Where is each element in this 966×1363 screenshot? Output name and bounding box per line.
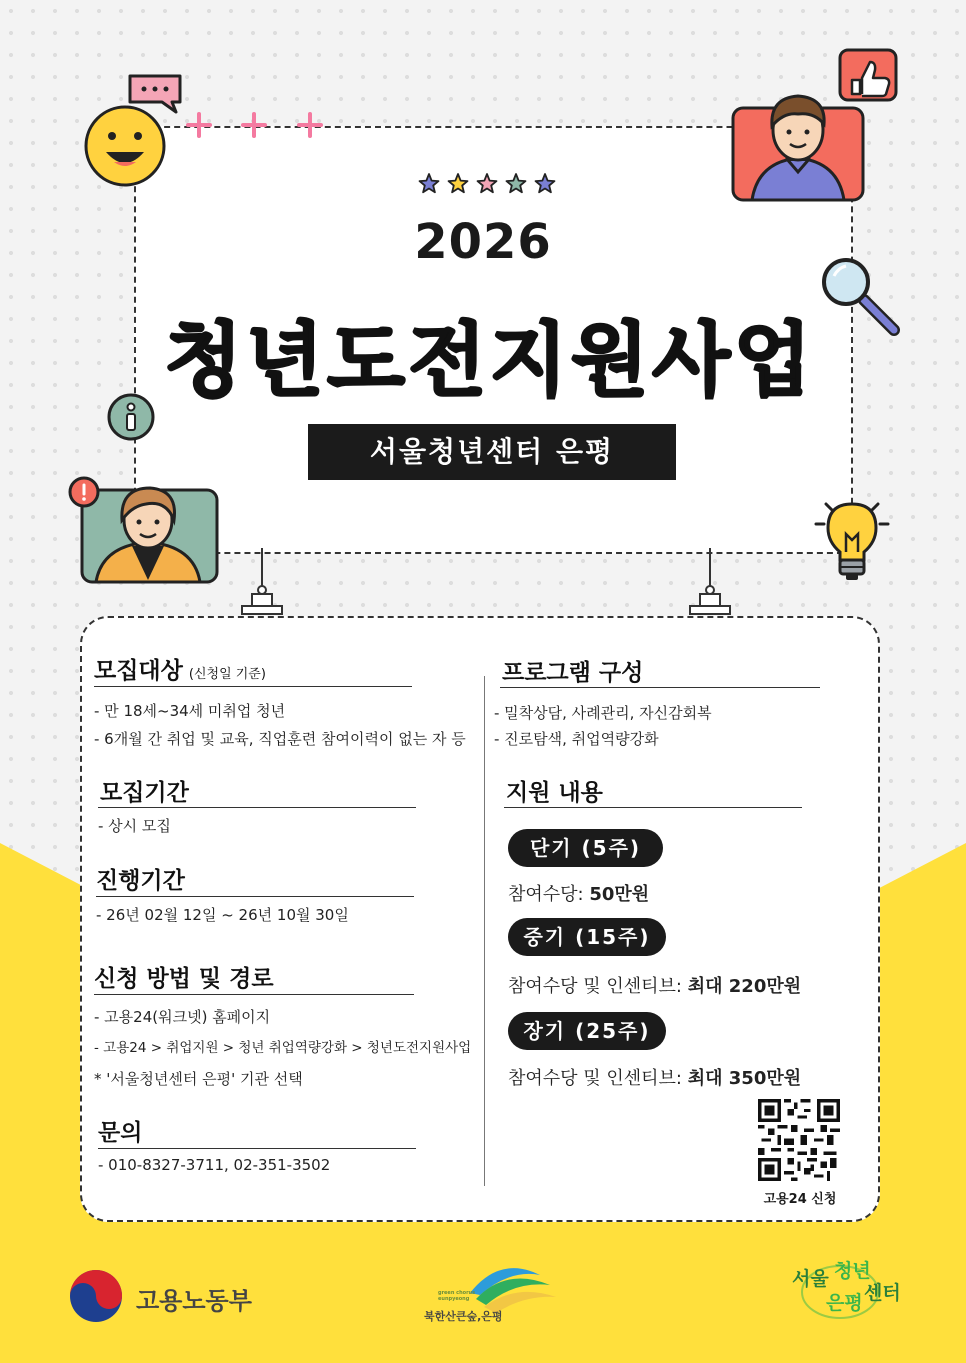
- recruit-period-item: - 상시 모집: [98, 817, 171, 835]
- mid-term-pill: 중기 (15주): [508, 918, 666, 956]
- section-underline: [96, 896, 414, 897]
- apply-item-3: * '서울청년센터 은평' 기관 선택: [94, 1070, 303, 1088]
- eunpyeong-logo-text: 북한산큰숲,은평: [424, 1310, 503, 1323]
- man-avatar-icon: [730, 46, 900, 204]
- section-underline: [98, 1148, 416, 1149]
- section-underline: [94, 994, 414, 995]
- page-title: 청년도전지원사업: [164, 314, 816, 407]
- apply-item-1: - 고용24(워크넷) 홈페이지: [94, 1008, 271, 1026]
- short-term-benefit: 참여수당: 50만원: [508, 884, 650, 905]
- program-period-title: 진행기간: [96, 868, 185, 894]
- program-title: 프로그램 구성: [502, 660, 644, 686]
- contact-title: 문의: [98, 1120, 143, 1146]
- target-section-title: 모집대상 (신청일 기준): [94, 658, 266, 684]
- recruit-period-title: 모집기간: [100, 780, 189, 806]
- long-term-amount: 최대 350만원: [687, 1068, 802, 1089]
- section-underline: [98, 807, 416, 808]
- hanger-connectors: [236, 548, 736, 620]
- ministry-logo-text: 고용노동부: [136, 1287, 252, 1315]
- apply-item-2: - 고용24 > 취업지원 > 청년 취업역량강화 > 청년도전지원사업: [94, 1040, 472, 1056]
- apply-title: 신청 방법 및 경로: [94, 966, 274, 992]
- rating-stars-icon: [418, 172, 558, 198]
- mid-term-amount: 최대 220만원: [687, 976, 802, 997]
- smiley-face-icon: [84, 70, 194, 190]
- program-period-item: - 26년 02월 12일 ~ 26년 10월 30일: [96, 906, 349, 924]
- woman-avatar-icon: [66, 476, 222, 588]
- target-note: (신청일 기준): [188, 667, 266, 682]
- section-underline: [504, 807, 802, 808]
- ministry-emblem-icon: [68, 1268, 128, 1324]
- center-logo-eunpyeong: 은평: [826, 1292, 863, 1314]
- column-divider: [484, 676, 485, 1186]
- support-title: 지원 내용: [506, 780, 603, 806]
- long-term-benefit: 참여수당 및 인센티브: 최대 350만원: [508, 1068, 802, 1089]
- qr-code-icon[interactable]: [758, 1099, 840, 1181]
- program-item-1: - 밀착상담, 사례관리, 자신감회복: [494, 704, 712, 722]
- center-logo-center: 센터: [864, 1282, 901, 1304]
- qr-label: 고용24 신청: [763, 1192, 837, 1207]
- lightbulb-icon: [812, 496, 892, 588]
- program-item-2: - 진로탐색, 취업역량강화: [494, 730, 659, 748]
- short-term-pill: 단기 (5주): [508, 829, 663, 867]
- center-logo-seoul: 서울: [792, 1268, 829, 1290]
- section-underline: [500, 687, 820, 688]
- mid-term-benefit: 참여수당 및 인센티브: 최대 220만원: [508, 976, 802, 997]
- target-item-1: - 만 18세~34세 미취업 청년: [94, 702, 286, 720]
- section-underline: [94, 686, 412, 687]
- long-term-pill: 장기 (25주): [508, 1012, 666, 1050]
- contact-item: - 010-8327-3711, 02-351-3502: [98, 1156, 331, 1174]
- target-item-2: - 6개월 간 취업 및 교육, 직업훈련 참여이력이 없는 자 등: [94, 730, 466, 748]
- organizer-banner: 서울청년센터 은평: [308, 424, 676, 480]
- eunpyeong-logo-subtext: green chorus eunpyeong: [438, 1290, 476, 1302]
- year-label: 2026: [414, 214, 552, 270]
- plus-decoration-icon: [186, 112, 326, 138]
- short-term-amount: 50만원: [589, 884, 650, 905]
- center-logo-youth: 청년: [834, 1260, 871, 1282]
